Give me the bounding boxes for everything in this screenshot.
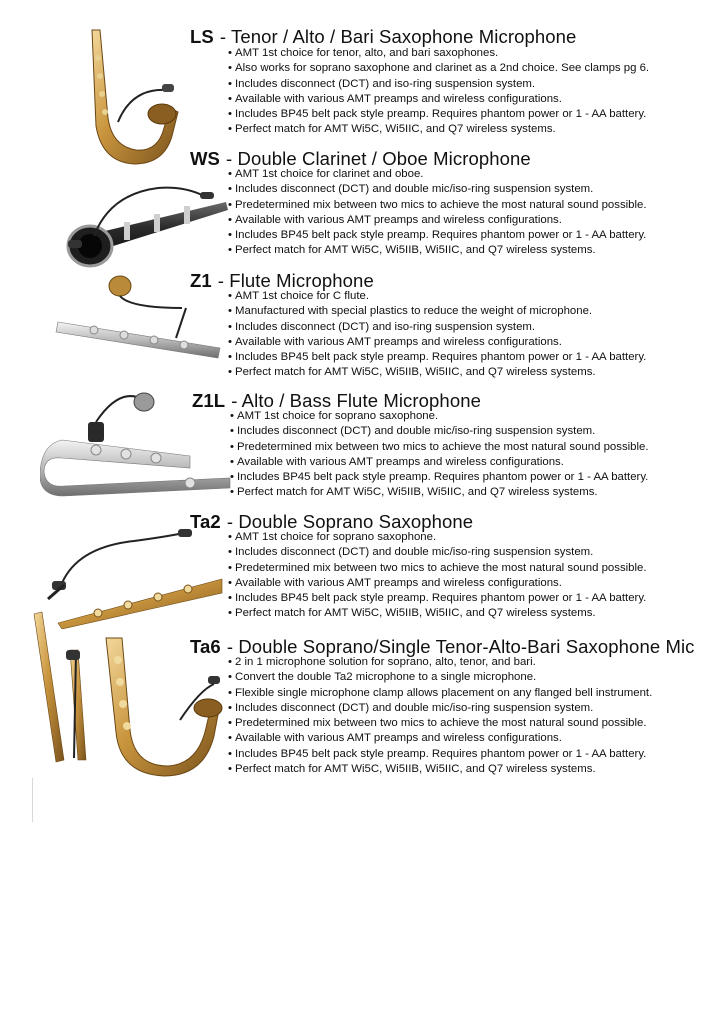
list-item: • Available with various AMT preamps and wireless configurations. <box>228 731 652 746</box>
list-item: • Available with various AMT preamps and wireless configurations. <box>228 576 647 591</box>
product-ls <box>0 24 714 164</box>
product-z1l <box>0 388 714 508</box>
product-title <box>190 26 576 48</box>
list-item: • Includes BP45 belt pack style preamp. Requires phantom power or 1 - AA battery. <box>228 350 646 365</box>
product-code: WS <box>190 148 221 169</box>
list-item: • Perfect match for AMT Wi5C, Wi5IIC, and Q7 wireless systems. <box>228 122 649 137</box>
list-item: • Also works for soprano saxophone and clarinet as a 2nd choice. See clamps pg 6. <box>228 61 649 76</box>
list-item: • Predetermined mix between two mics to achieve the most natural sound possible. <box>228 561 647 576</box>
list-item: • Includes BP45 belt pack style preamp. Requires phantom power or 1 - AA battery. <box>228 747 652 762</box>
list-item: • Includes BP45 belt pack style preamp. Requires phantom power or 1 - AA battery. <box>228 228 647 243</box>
list-item: • Available with various AMT preamps and wireless configurations. <box>228 92 649 107</box>
list-item: • Perfect match for AMT Wi5C, Wi5IIB, Wi5IIC, and Q7 wireless systems. <box>228 606 647 621</box>
list-item: • 2 in 1 microphone solution for soprano, alto, tenor, and bari. <box>228 655 652 670</box>
feature-list <box>228 46 649 138</box>
list-item: • Available with various AMT preamps and wireless configurations. <box>228 335 646 350</box>
list-item: • Available with various AMT preamps and wireless configurations. <box>228 213 647 228</box>
product-code: Z1L <box>192 390 226 411</box>
list-item: • Perfect match for AMT Wi5C, Wi5IIB, Wi5IIC, and Q7 wireless systems. <box>228 365 646 380</box>
product-code: Ta6 <box>190 636 221 657</box>
list-item: • Includes BP45 belt pack style preamp. Requires phantom power or 1 - AA battery. <box>228 591 647 606</box>
product-name: - Double Soprano Saxophone <box>226 511 474 532</box>
feature-list <box>228 289 646 381</box>
list-item: • AMT 1st choice for C flute. <box>228 289 646 304</box>
list-item: • AMT 1st choice for tenor, alto, and bari saxophones. <box>228 46 649 61</box>
list-item: • Convert the double Ta2 microphone to a single microphone. <box>228 670 652 685</box>
list-item: • AMT 1st choice for clarinet and oboe. <box>228 167 647 182</box>
list-item: • Includes disconnect (DCT) and double mic/iso-ring suspension system. <box>230 424 649 439</box>
product-ta6 <box>0 634 714 784</box>
feature-list <box>230 409 649 501</box>
list-item: • Perfect match for AMT Wi5C, Wi5IIB, Wi5IIC, and Q7 wireless systems. <box>228 243 647 258</box>
feature-list <box>228 655 652 777</box>
product-name: - Double Clarinet / Oboe Microphone <box>226 148 531 169</box>
product-ws <box>0 146 714 270</box>
product-name: - Flute Microphone <box>217 270 374 291</box>
clarinet-photo <box>54 174 230 272</box>
list-item: • Predetermined mix between two mics to achieve the most natural sound possible. <box>228 198 647 213</box>
list-item: • Includes disconnect (DCT) and iso-ring suspension system. <box>228 77 649 92</box>
list-item: • Includes disconnect (DCT) and iso-ring suspension system. <box>228 320 646 335</box>
list-item: • Includes BP45 belt pack style preamp. Requires phantom power or 1 - AA battery. <box>228 107 649 122</box>
feature-list <box>228 530 647 622</box>
list-item: • Perfect match for AMT Wi5C, Wi5IIB, Wi5IIC, and Q7 wireless systems. <box>228 762 652 777</box>
list-item: • Predetermined mix between two mics to achieve the most natural sound possible. <box>228 716 652 731</box>
product-z1 <box>0 268 714 386</box>
product-code: Ta2 <box>190 511 221 532</box>
list-item: • Perfect match for AMT Wi5C, Wi5IIB, Wi5IIC, and Q7 wireless systems. <box>230 485 649 500</box>
product-name: - Tenor / Alto / Bari Saxophone Microphone <box>219 26 577 47</box>
list-item: • Manufactured with special plastics to reduce the weight of microphone. <box>228 304 646 319</box>
product-name: - Double Soprano/Single Tenor-Alto-Bari Saxophone Mic <box>226 636 695 657</box>
list-item: • Includes disconnect (DCT) and double mic/iso-ring suspension system. <box>228 182 647 197</box>
feature-list <box>228 167 647 259</box>
page-divider <box>32 778 33 822</box>
product-code: LS <box>190 26 214 47</box>
list-item: • AMT 1st choice for soprano saxophone. <box>228 530 647 545</box>
list-item: • Includes disconnect (DCT) and double mic/iso-ring suspension system. <box>228 545 647 560</box>
list-item: • Predetermined mix between two mics to achieve the most natural sound possible. <box>230 440 649 455</box>
list-item: • Includes BP45 belt pack style preamp. Requires phantom power or 1 - AA battery. <box>230 470 649 485</box>
product-name: - Alto / Bass Flute Microphone <box>231 390 481 411</box>
list-item: • Available with various AMT preamps and wireless configurations. <box>230 455 649 470</box>
product-code: Z1 <box>190 270 212 291</box>
list-item: • AMT 1st choice for soprano saxophone. <box>230 409 649 424</box>
list-item: • Flexible single microphone clamp allows placement on any flanged bell instrument. <box>228 686 652 701</box>
list-item: • Includes disconnect (DCT) and double mic/iso-ring suspension system. <box>228 701 652 716</box>
